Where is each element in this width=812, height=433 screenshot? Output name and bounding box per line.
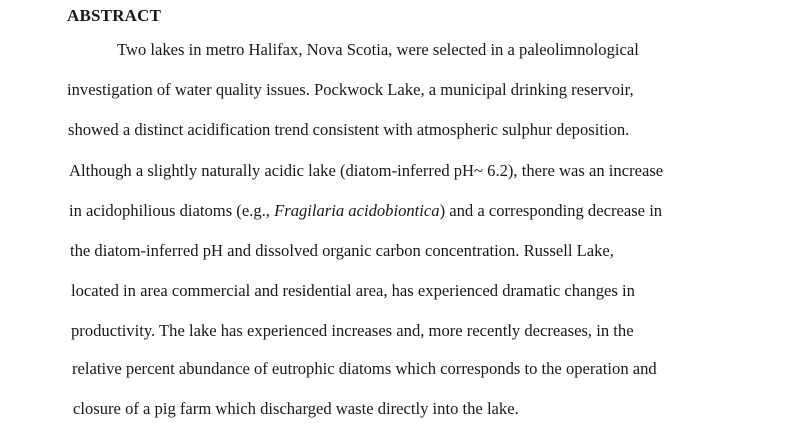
- abstract-line-5-start: in acidophilious diatoms (e.g.,: [69, 201, 275, 220]
- abstract-line-4: Although a slightly naturally acidic lake (diatom-inferred pH~ 6.2), there was an increase: [69, 161, 664, 180]
- abstract-line-2: investigation of water quality issues. Pockwock Lake, a municipal drinking reservoir,: [67, 80, 634, 99]
- abstract-line-7: located in area commercial and residential area, has experienced dramatic changes in: [71, 281, 635, 300]
- abstract-line-1: Two lakes in metro Halifax, Nova Scotia, were selected in a paleolimnological: [117, 40, 639, 59]
- abstract-line-3: showed a distinct acidification trend consistent with atmospheric sulphur deposition.: [68, 120, 630, 139]
- abstract-line-9: relative percent abundance of eutrophic diatoms which corresponds to the operation and: [72, 359, 657, 378]
- abstract-line-5-end: ) and a corresponding decrease in: [439, 201, 663, 220]
- abstract-line-10: closure of a pig farm which discharged waste directly into the lake.: [73, 399, 519, 418]
- abstract-line-5: [69, 201, 662, 221]
- abstract-line-6: the diatom-inferred pH and dissolved organic carbon concentration. Russell Lake,: [70, 241, 614, 260]
- species-name: Fragilaria acidobiontica: [274, 201, 440, 220]
- abstract-heading: ABSTRACT: [67, 6, 162, 25]
- abstract-line-8: productivity. The lake has experienced increases and, more recently decreases, in the: [71, 321, 634, 340]
